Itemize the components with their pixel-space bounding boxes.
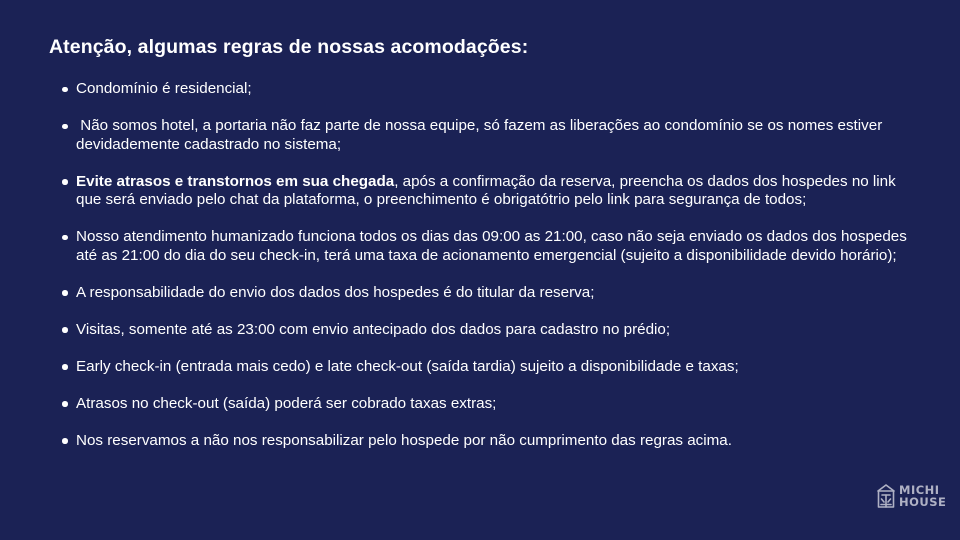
- rule-text: Condomínio é residencial;: [76, 80, 252, 97]
- rule-text: , após a confirmação da reserva, preencha os dados dos hospedes no link que será enviado pelo chat da plataforma, o preenchimento é obrigatótrio pelo link para segurança de todos;: [76, 172, 896, 208]
- logo-line-1: MICHI: [899, 483, 940, 497]
- rule-item: [76, 321, 916, 340]
- rule-text: Nos reservamos a não nos responsabilizar pelo hospede por não cumprimento das regras acima.: [76, 431, 732, 449]
- logo-line-2: HOUSE: [899, 495, 947, 509]
- rule-text: A responsabilidade do envio dos dados dos hospedes é do titular da reserva;: [76, 283, 595, 301]
- rule-item: [76, 358, 916, 377]
- rules-list: [76, 80, 916, 469]
- rule-text: Visitas, somente até as 23:00 com envio antecipado dos dados para cadastro no prédio;: [76, 320, 671, 338]
- rule-item: [76, 432, 916, 451]
- rule-item: [76, 284, 916, 303]
- rule-item: [76, 395, 916, 414]
- michi-house-logo-icon: [876, 483, 896, 509]
- slide-title: Atenção, algumas regras de nossas acomodações:: [49, 36, 529, 58]
- michi-house-logo: [876, 482, 946, 510]
- rule-text: Early check-in (entrada mais cedo) e late check-out (saída tardia) sujeito a disponibilidade e taxas;: [76, 357, 739, 375]
- rule-text: Atrasos no check-out (saída) poderá ser cobrado taxas extras;: [76, 394, 497, 412]
- rule-item: [76, 117, 916, 154]
- rule-item: [76, 173, 916, 210]
- rule-bold-text: Evite atrasos e transtornos em sua chegada: [76, 172, 395, 190]
- rule-text: Nosso atendimento humanizado funciona todos os dias das 09:00 as 21:00, caso não seja enviado os dados dos hospedes até as 21:00 do dia do seu check-in, terá uma taxa de acionamento emergencial (sujeito a disponibilidade devido horário);: [76, 228, 907, 264]
- rule-text: Não somos hotel, a portaria não faz parte de nossa equipe, só fazem as liberações ao condomínio se os nomes estiver devidademente cadastrado no sistema;: [76, 117, 887, 153]
- rule-item: [76, 228, 916, 265]
- rule-item: [76, 80, 916, 99]
- logo-text: [899, 484, 946, 508]
